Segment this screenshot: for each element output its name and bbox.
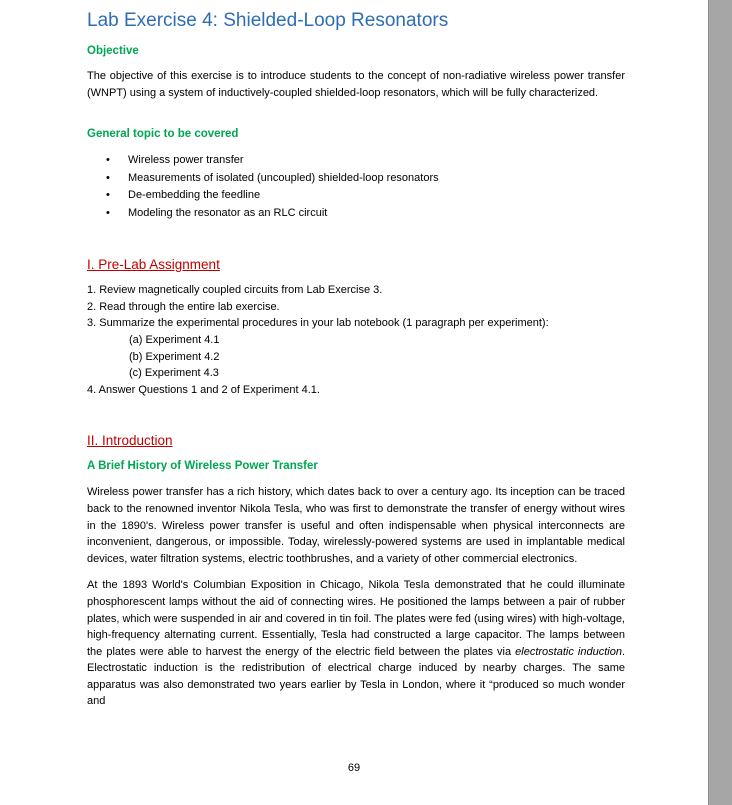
objective-text: The objective of this exercise is to introduce students to the concept of non-radiative wireless power transfer (WNPT) using a system of inductively-coupled shielded-loop resonators, which will be fully characterized. [87,70,625,99]
viewer-gutter [708,0,732,805]
intro-heading: II. Introduction [87,433,173,449]
page-number: 69 [347,762,361,774]
prelab-step: 1. Review magnetically coupled circuits from Lab Exercise 3. [87,284,383,297]
intro-paragraph-2-emphasis: electrostatic induction [515,645,622,658]
prelab-step: 2. Read through the entire lab exercise. [87,300,280,313]
prelab-step: 4. Answer Questions 1 and 2 of Experiment 4.1. [87,383,320,396]
topics-list [87,152,625,222]
prelab-steps [87,282,625,398]
topic-item: • De-embedding the feedline [87,187,625,205]
topic-item: • Wireless power transfer [87,152,625,170]
prelab-heading: I. Pre-Lab Assignment [87,257,220,273]
page-content [87,8,625,710]
history-subheading: A Brief History of Wireless Power Transfer [87,460,318,473]
objective-heading: Objective [87,45,139,57]
topic-item: • Modeling the resonator as an RLC circuit [87,205,625,223]
intro-paragraph-2-part-b: . Electrostatic induction is the redistribution of electrical charge induced by nearby charges. The same apparatus was also demonstrated two years earlier by Tesla in London, where it “produced so much wonder and [87,645,625,708]
page-title: Lab Exercise 4: Shielded-Loop Resonators [87,10,449,31]
intro-paragraph-1: Wireless power transfer has a rich history, which dates back to over a century ago. Its inception can be traced back to the renowned inventor Nikola Tesla, who was first to demonstrate the transfer of energy without wires in the 1890's. Wireless power transfer is useful and often indispensable when physical interconnects are inconvenient, dangerous, or impossible. Today, wirelessly-powered systems are used in implantable medical devices, water filtration systems, electric toothbrushes, and a variety of other commercial electronics. [87,486,625,565]
topic-item: • Measurements of isolated (uncoupled) shielded-loop resonators [87,170,625,188]
topics-heading: General topic to be covered [87,128,239,141]
prelab-step: 3. Summarize the experimental procedures in your lab notebook (1 paragraph per experiment): [87,317,549,330]
prelab-substep: (b) Experiment 4.2 [129,350,220,363]
intro-paragraph-2-part-a: At the 1893 World's Columbian Exposition in Chicago, Nikola Tesla demonstrated that he could illuminate phosphorescent lamps without the aid of connecting wires. He positioned the lamps between a pair of rubber plates, which were suspended in air and covered in tin foil. The plates were fed (using wires) with high-voltage, high-frequency alternating current. Essentially, Tesla had constructed a large capacitor. The lamps between the plates were able to harvest the energy of the electric field between the plates via [87,579,625,658]
prelab-substep: (c) Experiment 4.3 [129,367,219,380]
prelab-substep: (a) Experiment 4.1 [129,333,220,346]
intro-paragraph-2 [87,577,625,710]
